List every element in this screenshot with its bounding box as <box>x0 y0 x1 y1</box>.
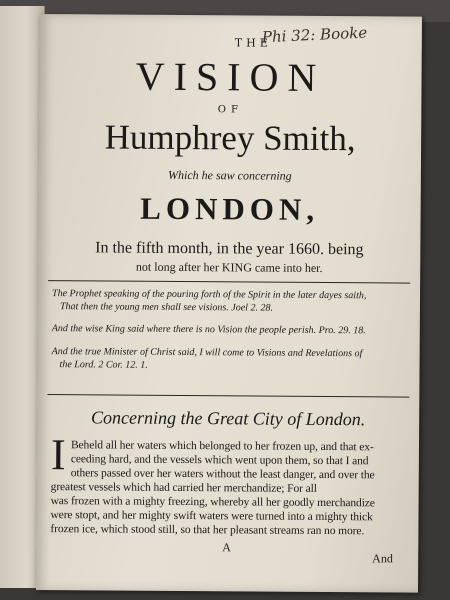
scripture-quote: That then the young men shall see visions. Joel 2. 28. <box>59 301 274 314</box>
city-title: LONDON, <box>140 190 320 227</box>
page-title: VISION <box>135 53 326 100</box>
scripture-quote: And the true Minister of Christ said, I will come to Visions and Revelations of <box>51 346 363 360</box>
handwritten-note: Phi 32: Booke <box>261 23 368 47</box>
body-line: frozen ice, which stood still, so that her pleasant streams ran no more. <box>50 523 365 538</box>
subtitle-which: Which he saw concerning <box>168 167 292 183</box>
body-line: greatest vessels which had carried her merchandize; For all <box>50 481 317 495</box>
signature-mark: A <box>222 540 232 555</box>
date-line-2: not long after her KING came into her. <box>135 259 323 275</box>
body-line: Beheld all her waters which belonged to her frozen up, and that ex- <box>70 439 374 454</box>
divider <box>47 394 409 398</box>
scripture-quote: the Lord. 2 Cor. 12. 1. <box>59 359 148 371</box>
date-line: In the fifth month, in the year 1660. being <box>95 239 364 259</box>
catchword: And <box>372 551 393 566</box>
body-line: were stopt, and her mighty swift waters were turned into a mighty thick <box>50 509 373 524</box>
drop-cap: I <box>50 430 66 480</box>
scripture-quote: And the wise King said where there is no Vision the people perish. Pro. 29. 18. <box>51 323 366 337</box>
body-line: ceeding hard, and the vessels which went upon them, so that I and <box>70 453 369 468</box>
title-article: THE <box>234 36 272 50</box>
body-line: was frozen with a mighty freezing, whereby all her goodly merchandize <box>50 495 375 510</box>
divider <box>48 280 410 284</box>
scripture-quote: The Prophet speaking of the pouring forth of the Spirit in the later dayes saith, <box>52 288 367 302</box>
title-of: OF <box>217 104 243 116</box>
section-heading: Concerning the Great City of London. <box>90 407 366 430</box>
body-line: others passed over her waters without the least danger, and over the <box>70 467 375 482</box>
author-name: Humphrey Smith, <box>104 117 356 159</box>
title-page <box>36 14 422 593</box>
